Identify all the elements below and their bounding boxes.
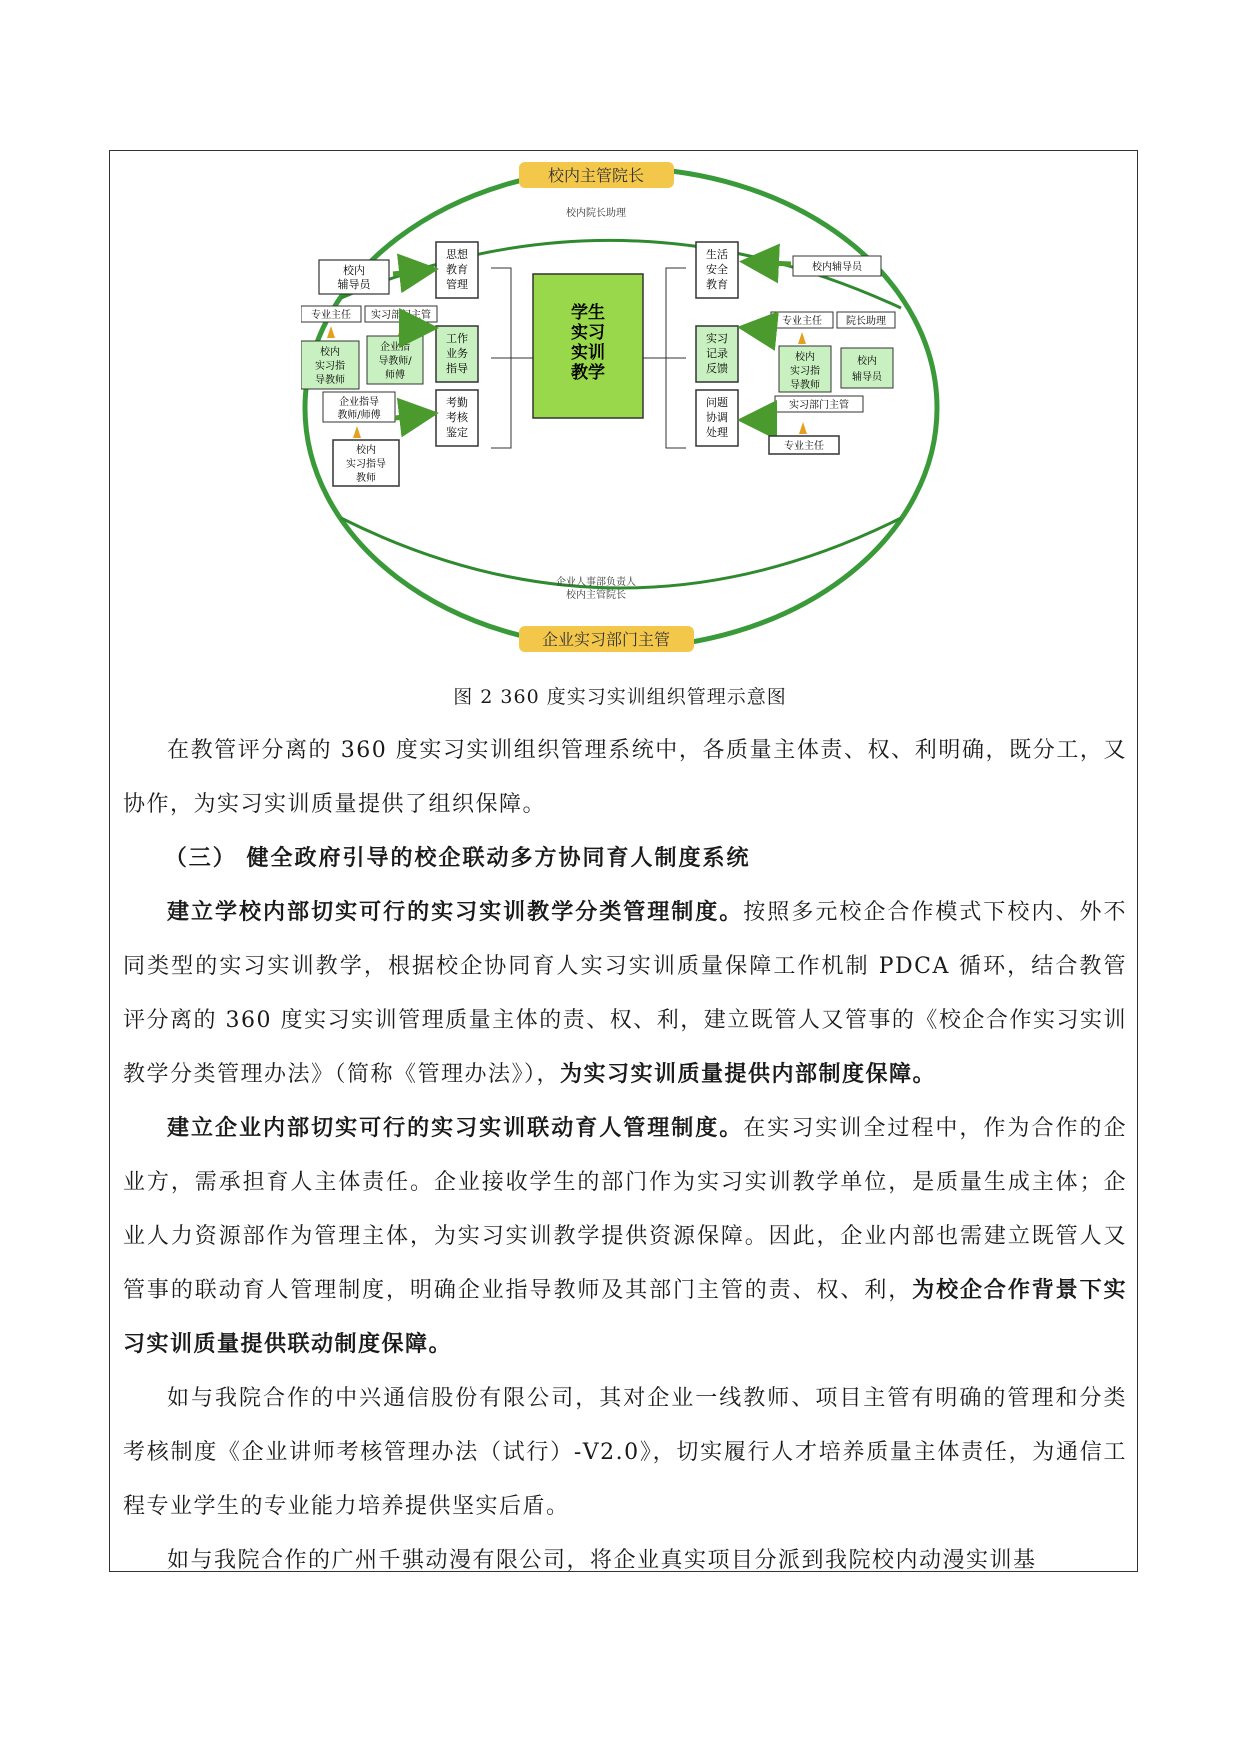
paragraph-1: 在教管评分离的 360 度实习实训组织管理系统中，各质量主体责、权、利明确，既分工，又协作，为实习实训质量提供了组织保障。: [123, 738, 1127, 817]
svg-text:企业指导: 企业指导: [339, 397, 379, 408]
paragraph-2-bold-lead: 建立学校内部切实可行的实习实训教学分类管理制度。: [167, 900, 744, 925]
svg-text:导教师: 导教师: [790, 380, 820, 391]
section-heading: （三） 健全政府引导的校企联动多方协同育人制度系统: [164, 846, 751, 871]
right-major-head-2-box: [769, 436, 839, 454]
paragraph-5: 如与我院合作的广州千骐动漫有限公司，将企业真实项目分派到我院校内动漫实训基: [167, 1548, 1037, 1573]
paragraph-2-bold-tail: 为实习实训质量提供内部制度保障。: [560, 1062, 937, 1087]
left-mid-box-1: [436, 242, 478, 298]
right-major-head-box: [771, 312, 833, 328]
svg-text:考勤: 考勤: [446, 396, 468, 409]
center-line-1: 学生: [571, 303, 605, 323]
svg-text:教育: 教育: [706, 278, 728, 291]
paragraph-3: [123, 1102, 1127, 1372]
svg-text:企业指: 企业指: [380, 342, 410, 353]
left-school-tutor-2-box: [333, 440, 399, 486]
left-company-master-box: [323, 392, 395, 422]
right-mid-box-3: [696, 390, 738, 446]
left-mid-box-2: [436, 326, 478, 382]
bottom-sub-label-1: 企业人事部负责人: [556, 577, 636, 588]
left-school-tutor-box: [301, 341, 359, 389]
svg-text:教师/师傅: 教师/师傅: [337, 410, 381, 421]
body-text: [123, 724, 1127, 1588]
right-dean-assistant-box: [837, 312, 895, 328]
svg-text:师傅: 师傅: [385, 370, 405, 381]
svg-text:实习指: 实习指: [315, 361, 345, 372]
svg-text:安全: 安全: [706, 263, 728, 276]
center-line-2: 实习: [571, 323, 605, 343]
paragraph-2: [123, 886, 1127, 1102]
left-major-head-box: [301, 306, 361, 322]
right-school-tutor-box: [779, 346, 831, 392]
svg-text:专业主任: 专业主任: [784, 441, 824, 452]
right-mid-box-1: [696, 242, 738, 298]
svg-text:协调: 协调: [706, 411, 728, 424]
svg-text:辅导员: 辅导员: [337, 278, 371, 291]
bottom-sub-label-2: 校内主管院长: [566, 590, 626, 601]
svg-text:实习部门主管: 实习部门主管: [789, 400, 849, 411]
svg-text:校内: 校内: [343, 264, 365, 277]
right-dept-head-box: [775, 396, 863, 412]
svg-text:专业主任: 专业主任: [311, 310, 351, 321]
left-counselor-box: [319, 260, 389, 294]
paragraph-3-bold-lead: 建立企业内部切实可行的实习实训联动育人管理制度。: [167, 1116, 744, 1141]
svg-text:反馈: 反馈: [706, 362, 728, 375]
svg-text:问题: 问题: [706, 396, 728, 409]
svg-text:工作: 工作: [446, 332, 468, 345]
right-counselor-box: [793, 256, 881, 276]
paragraph-4: 如与我院合作的中兴通信股份有限公司，其对企业一线教师、项目主管有明确的管理和分类考核制度《企业讲师考核管理办法（试行）-V2.0》，切实履行人才培养质量主体责任，为通信工程专业学生的专业能力培养提供坚实后盾。: [123, 1386, 1127, 1519]
left-company-tutor-box: [367, 336, 423, 384]
org-diagram: [301, 158, 942, 656]
top-banner-label: 校内主管院长: [547, 166, 645, 185]
paragraph-3-bold-tail: 为校企合作背景下实习实训质量提供联动制度保障。: [123, 1278, 1127, 1357]
svg-text:生活: 生活: [706, 248, 728, 261]
left-mid-box-3: [436, 390, 478, 446]
paragraph-2-text: 按照多元校企合作模式下校内、外不同类型的实习实训教学，根据校企协同育人实习实训质量保障工作机制 PDCA 循环，结合教管评分离的 360 度实习实训管理质量主体的责、权、利，建立既管人又管事的《校企合作实习实训教学分类管理办法》（简称《管理办法》），: [123, 900, 1127, 1087]
right-school-counselor-box: [841, 348, 893, 388]
svg-text:导教师: 导教师: [315, 375, 345, 386]
svg-text:实习: 实习: [706, 332, 728, 345]
svg-text:专业主任: 专业主任: [782, 316, 822, 327]
paragraph-3-text: 在实习实训全过程中，作为合作的企业方，需承担育人主体责任。企业接收学生的部门作为实习实训教学单位，是质量生成主体；企业人力资源部作为管理主体，为实习实训教学提供资源保障。因此，企业内部也需建立既管人又管事的联动育人管理制度，明确企业指导教师及其部门主管的责、权、利，: [123, 1116, 1127, 1303]
center-line-3: 实训: [571, 343, 605, 363]
svg-text:思想: 思想: [446, 248, 468, 261]
svg-text:处理: 处理: [706, 426, 728, 439]
svg-text:校内: 校内: [857, 356, 877, 367]
svg-text:实习指导: 实习指导: [346, 459, 386, 470]
center-line-4: 教学: [571, 363, 605, 383]
figure-caption: 图 2 360 度实习实训组织管理示意图: [453, 686, 787, 708]
left-dept-head-box: [365, 306, 437, 322]
svg-text:院长助理: 院长助理: [846, 316, 886, 327]
svg-text:教师: 教师: [356, 473, 376, 484]
svg-text:校内辅导员: 校内辅导员: [812, 262, 862, 273]
svg-text:管理: 管理: [446, 278, 468, 291]
top-sub-label: 校内院长助理: [566, 208, 626, 219]
svg-text:校内: 校内: [356, 445, 376, 456]
svg-text:导教师/: 导教师/: [378, 356, 412, 367]
svg-text:鉴定: 鉴定: [446, 426, 468, 439]
svg-text:考核: 考核: [446, 411, 468, 424]
svg-text:校内: 校内: [795, 352, 815, 363]
svg-text:实习指: 实习指: [790, 366, 820, 377]
bottom-banner-label: 企业实习部门主管: [541, 630, 671, 649]
svg-text:记录: 记录: [706, 347, 728, 360]
svg-text:指导: 指导: [446, 362, 468, 375]
svg-text:业务: 业务: [446, 347, 468, 360]
svg-text:辅导员: 辅导员: [852, 372, 882, 383]
svg-text:实习部门主管: 实习部门主管: [371, 310, 431, 321]
svg-text:教育: 教育: [446, 263, 468, 276]
right-mid-box-2: [696, 326, 738, 382]
svg-text:校内: 校内: [320, 347, 340, 358]
